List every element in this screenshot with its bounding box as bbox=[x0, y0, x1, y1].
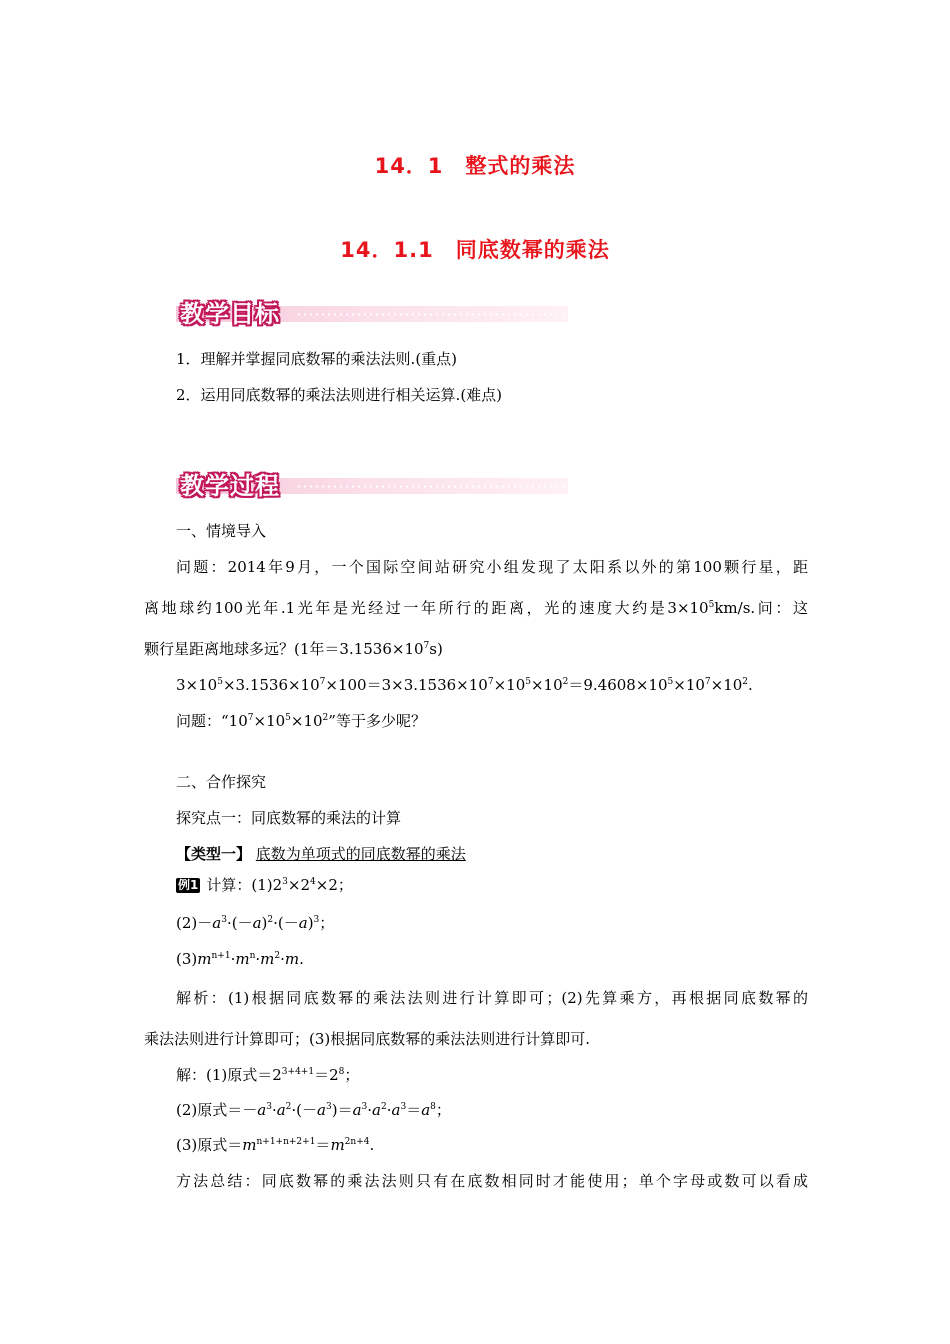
point-heading: 探究点一：同底数幂的乘法的计算 bbox=[176, 809, 402, 827]
goal-item: 1．理解并掌握同底数幂的乘法法则.(重点) bbox=[176, 350, 458, 368]
section-title: 14．1.1 同底数幂的乘法 bbox=[340, 238, 610, 262]
banner-dots bbox=[296, 313, 568, 316]
solution-line: (2)原式$=-a^3\cdot a^2\cdot(-a^3)=a^3\cdot a^2\cdot a^3=a^8$； bbox=[176, 1101, 451, 1119]
banner-dots bbox=[296, 485, 568, 488]
page-title: 14．1 整式的乘法 bbox=[374, 154, 576, 178]
type-label: 【类型一】 bbox=[176, 845, 252, 863]
calculation-line: $3\times 10^5\times 3.1536\times 10^7\times 100=3\times 3.1536\times 10^7\times 10^5\times 10^2=9.4608\times 10^5\times 10^7\times 10^2$. bbox=[176, 676, 753, 694]
example-question: $(2)-a^3\cdot(-a)^2\cdot(-a)^3$； bbox=[176, 914, 335, 932]
section-heading: 一、情境导入 bbox=[176, 522, 267, 540]
solution-line: (3)原式$=m^{n+1+n+2+1}=m^{2n+4}$. bbox=[176, 1136, 375, 1154]
example-question: 例1 计算：$(1)2^3\times 2^4\times 2$； bbox=[178, 876, 353, 894]
example-badge: 例1 bbox=[178, 878, 199, 892]
question-line: 问题：“$10^7\times 10^5\times 10^2$”等于多少呢？ bbox=[176, 712, 426, 730]
method-summary: 方法总结：同底数幂的乘法法则只有在底数相同时才能使用；单个字母或数可以看成 bbox=[176, 1172, 808, 1190]
banner-teaching-goals bbox=[176, 296, 568, 326]
section-heading: 二、合作探究 bbox=[176, 773, 267, 791]
analysis-line: 乘法法则进行计算即可；(3)根据同底数幂的乘法法则进行计算即可. bbox=[144, 1030, 591, 1048]
analysis-line: 解析：(1)根据同底数幂的乘法法则进行计算即可；(2)先算乘方，再根据同底数幂的 bbox=[176, 989, 808, 1007]
example-question: $(3)m^{n+1}\cdot m^n\cdot m^2\cdot m$. bbox=[176, 950, 304, 968]
problem-line: 问题：2014年9月，一个国际空间站研究小组发现了太阳系以外的第100颗行星，距 bbox=[176, 558, 808, 576]
goal-item: 2．运用同底数幂的乘法法则进行相关运算.(难点) bbox=[176, 386, 503, 404]
solution-line: 解：(1)原式$=2^{3+4+1}=2^8$； bbox=[176, 1066, 360, 1084]
type-title: 底数为单项式的同底数幂的乘法 bbox=[255, 845, 466, 863]
problem-line: 颗行星距离地球多远？(1年$=3.1536\times 10^7s$) bbox=[144, 640, 443, 658]
banner-label: 教学过程 bbox=[180, 472, 280, 500]
banner-label: 教学目标 bbox=[180, 300, 280, 328]
type-heading bbox=[176, 843, 808, 864]
banner-teaching-process bbox=[176, 468, 568, 498]
problem-line: 离地球约100光年.1光年是光经过一年所行的距离，光的速度大约是$3\times 10^5km/s$.问：这 bbox=[144, 599, 808, 617]
